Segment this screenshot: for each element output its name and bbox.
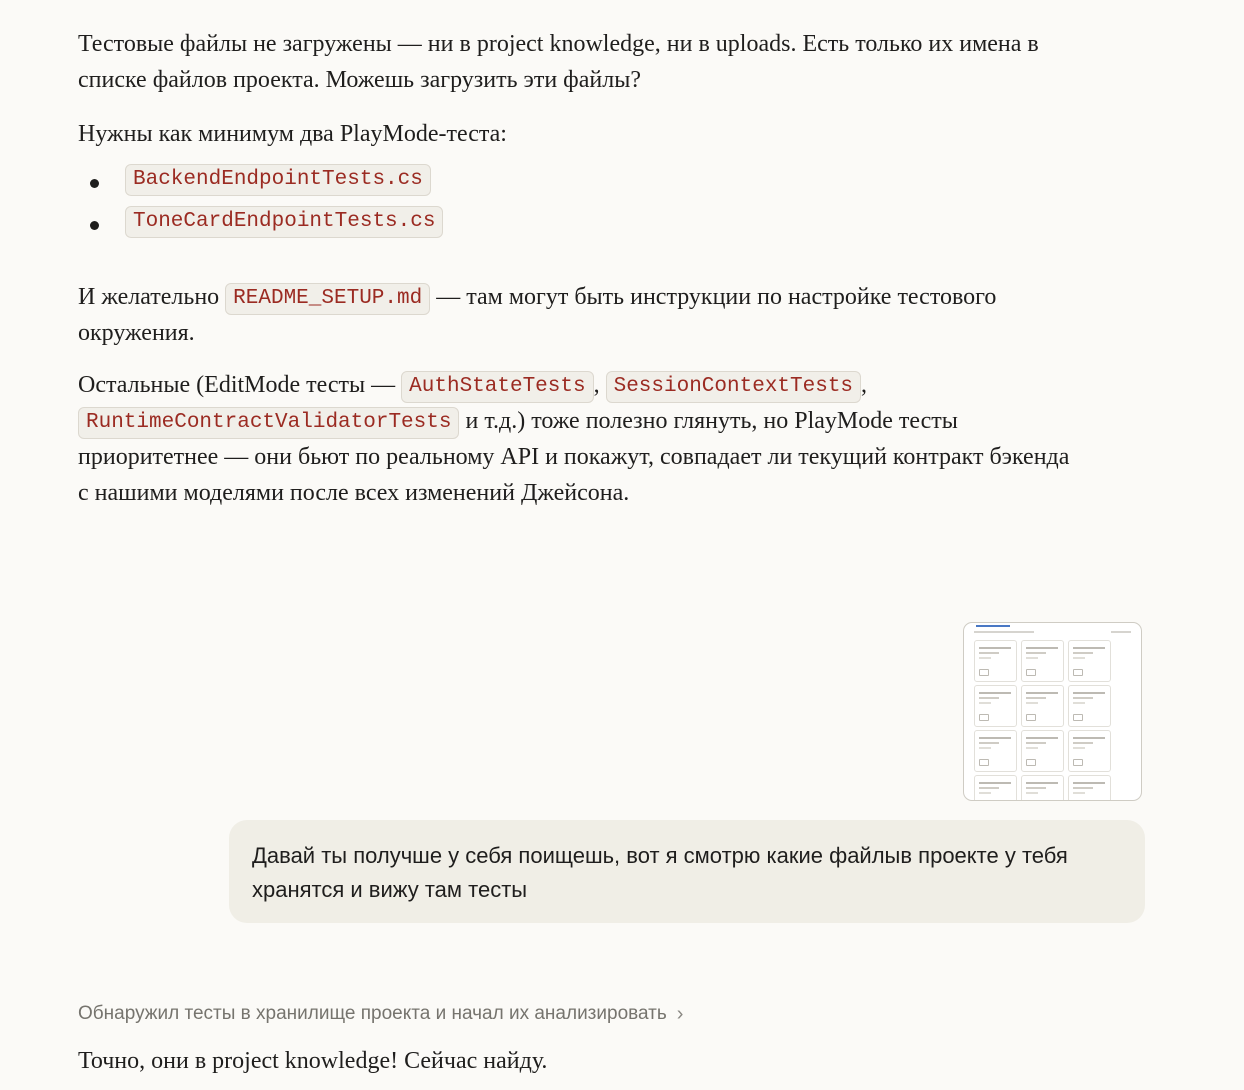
text-segment: — там могут быть инструкции по настройке тестового окружения. bbox=[78, 284, 997, 346]
thumbnail-file-card bbox=[1021, 775, 1064, 801]
thumbnail-text-line bbox=[979, 702, 991, 704]
inline-code-readme-setup: README_SETUP.md bbox=[225, 283, 430, 315]
thumbnail-text-line bbox=[1073, 787, 1093, 789]
thumbnail-text-line bbox=[1073, 702, 1085, 704]
text-segment: и т.д.) тоже полезно глянуть, но PlayMode тесты приоритетнее — они бьют по реальному API и покажут, совпадает ли текущий контракт бэкенда с нашими моделями после всех изменений Джейсона. bbox=[78, 408, 1070, 506]
list-item bbox=[78, 164, 1078, 206]
thumbnail-text-line bbox=[979, 652, 999, 654]
thumbnail-file-card bbox=[1021, 730, 1064, 772]
thumbnail-text-line bbox=[979, 647, 1011, 649]
thumbnail-text-line bbox=[1026, 692, 1058, 694]
thumbnail-header-line bbox=[974, 631, 1034, 633]
thumbnail-text-line bbox=[1073, 742, 1093, 744]
assistant-paragraph-2: Нужны как минимум два PlayMode-теста: bbox=[78, 121, 507, 147]
inline-code-backend-endpoint-tests: BackendEndpointTests.cs bbox=[125, 164, 431, 196]
inline-code-runtime-contract-validator-tests: RuntimeContractValidatorTests bbox=[78, 407, 459, 439]
thumbnail-text-line bbox=[1073, 652, 1093, 654]
thumbnail-text-line bbox=[979, 747, 991, 749]
thumbnail-file-tag bbox=[979, 759, 989, 766]
thumbnail-text-line bbox=[979, 742, 999, 744]
inline-code-auth-state-tests: AuthStateTests bbox=[401, 371, 593, 403]
thumbnail-file-card bbox=[1068, 640, 1111, 682]
thumbnail-text-line bbox=[1073, 647, 1105, 649]
thumbnail-text-line bbox=[1026, 697, 1046, 699]
bullet-dot bbox=[90, 179, 99, 188]
thumbnail-text-line bbox=[1026, 702, 1038, 704]
thumbnail-file-tag bbox=[1026, 759, 1036, 766]
thumbnail-text-line bbox=[1026, 647, 1058, 649]
thumbnail-text-line bbox=[979, 692, 1011, 694]
thumbnail-file-tag bbox=[979, 669, 989, 676]
thumbnail-file-card bbox=[1068, 730, 1111, 772]
thumbnail-text-line bbox=[1026, 657, 1038, 659]
thumbnail-file-card bbox=[1021, 685, 1064, 727]
bullet-list bbox=[78, 164, 1078, 248]
list-item bbox=[78, 206, 1078, 248]
attached-screenshot-thumbnail[interactable] bbox=[963, 622, 1142, 801]
thumbnail-text-line bbox=[1026, 737, 1058, 739]
thumbnail-text-line bbox=[979, 697, 999, 699]
thumbnail-file-grid bbox=[974, 640, 1111, 801]
thumbnail-text-line bbox=[1026, 652, 1046, 654]
thumbnail-text-line bbox=[1026, 792, 1038, 794]
thumbnail-text-line bbox=[979, 782, 1011, 784]
thumbnail-file-tag bbox=[1073, 714, 1083, 721]
thumbnail-text-line bbox=[1073, 792, 1085, 794]
thumbnail-file-card bbox=[1068, 685, 1111, 727]
thumbnail-file-card bbox=[974, 730, 1017, 772]
assistant-paragraph-4 bbox=[78, 367, 1078, 511]
thumbnail-file-tag bbox=[1026, 714, 1036, 721]
thumbnail-file-tag bbox=[1026, 669, 1036, 676]
thinking-summary-toggle[interactable] bbox=[78, 999, 683, 1029]
thumbnail-text-line bbox=[1026, 782, 1058, 784]
inline-code-session-context-tests: SessionContextTests bbox=[606, 371, 861, 403]
thumbnail-text-line bbox=[979, 737, 1011, 739]
thumbnail-text-line bbox=[1073, 657, 1085, 659]
thumbnail-text-line bbox=[1073, 692, 1105, 694]
assistant-message bbox=[78, 26, 1078, 511]
thumbnail-file-card bbox=[1068, 775, 1111, 801]
thumbnail-text-line bbox=[979, 792, 991, 794]
thumbnail-text-line bbox=[1026, 747, 1038, 749]
thumbnail-text-line bbox=[979, 657, 991, 659]
chevron-right-icon: › bbox=[676, 1003, 684, 1025]
text-segment: Остальные (EditMode тесты — bbox=[78, 372, 402, 398]
thumbnail-header-line bbox=[1111, 631, 1131, 633]
thumbnail-text-line bbox=[1026, 787, 1046, 789]
thumbnail-file-card bbox=[974, 685, 1017, 727]
user-message-bubble bbox=[229, 820, 1145, 923]
text-segment: , bbox=[861, 372, 868, 398]
thumbnail-text-line bbox=[1073, 697, 1093, 699]
text-segment: , bbox=[593, 372, 606, 398]
thumbnail-file-tag bbox=[1073, 669, 1083, 676]
bullet-dot bbox=[90, 221, 99, 230]
text-segment: И желательно bbox=[78, 284, 226, 310]
thinking-summary-text: Обнаружил тесты в хранилище проекта и начал их анализировать bbox=[78, 1003, 667, 1024]
thumbnail-text-line bbox=[1073, 747, 1085, 749]
thumbnail-file-tag bbox=[1073, 759, 1083, 766]
thumbnail-text-line bbox=[1026, 742, 1046, 744]
inline-code-tonecard-endpoint-tests: ToneCardEndpointTests.cs bbox=[125, 206, 443, 238]
thumbnail-file-tag bbox=[979, 714, 989, 721]
assistant-paragraph-1: Тестовые файлы не загружены — ни в project knowledge, ни в uploads. Есть только их имена в списке файлов проекта. Можешь загрузить эти файлы? bbox=[78, 31, 1039, 93]
thumbnail-text-line bbox=[1073, 782, 1105, 784]
thumbnail-file-card bbox=[974, 640, 1017, 682]
thumbnail-text-line bbox=[1073, 737, 1105, 739]
user-message-text: Давай ты получше у себя поищешь, вот я смотрю какие файлыв проекте у тебя хранятся и вижу там тесты bbox=[252, 843, 1068, 902]
thumbnail-topbar bbox=[976, 625, 1010, 627]
thumbnail-file-card bbox=[1021, 640, 1064, 682]
assistant-paragraph-3 bbox=[78, 279, 1078, 351]
thumbnail-file-card bbox=[974, 775, 1017, 801]
thumbnail-text-line bbox=[979, 787, 999, 789]
assistant-reply-text: Точно, они в project knowledge! Сейчас найду. bbox=[78, 1048, 548, 1074]
